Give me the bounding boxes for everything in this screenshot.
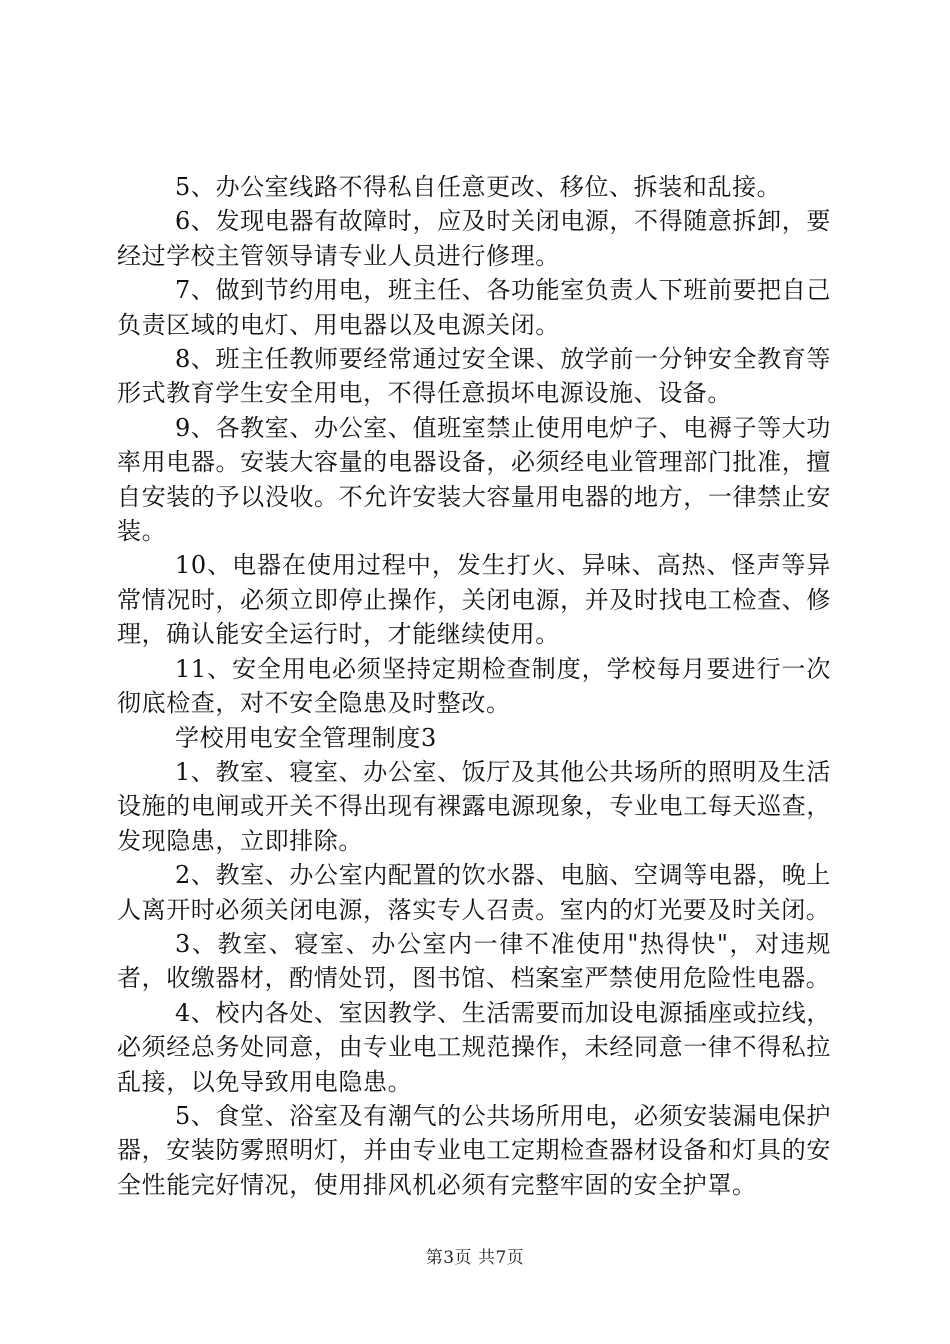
document-body [117, 170, 831, 1202]
paragraph-rule-6-faults: 6、发现电器有故障时，应及时关闭电源，不得随意拆卸，要经过学校主管领导请专业人员进行修理。 [117, 207, 831, 270]
paragraph-section3-rule-5: 5、食堂、浴室及有潮气的公共场所用电，必须安装漏电保护器，安装防雾照明灯，并由专业电工定期检查器材设备和灯具的安全性能完好情况，使用排风机必须有完整牢固的安全护罩。 [117, 1101, 831, 1199]
paragraph-rule-7-saving-power: 7、做到节约用电，班主任、各功能室负责人下班前要把自己负责区域的电灯、用电器以及电源关闭。 [117, 276, 831, 339]
paragraph-rule-8-education: 8、班主任教师要经常通过安全课、放学前一分钟安全教育等形式教育学生安全用电，不得任意损坏电源设施、设备。 [117, 345, 831, 408]
paragraph-section3-rule-1: 1、教室、寝室、办公室、饭厅及其他公共场所的照明及生活设施的电闸或开关不得出现有裸露电源现象，专业电工每天巡查，发现隐患，立即排除。 [117, 757, 831, 855]
paragraph-rule-11-inspection: 11、安全用电必须坚持定期检查制度，学校每月要进行一次彻底检查，对不安全隐患及时整改。 [117, 654, 831, 718]
page-number-footer: 第3页 共7页 [425, 1248, 525, 1268]
paragraph-rule-5-office-wiring: 5、办公室线路不得私自任意更改、移位、拆装和乱接。 [175, 173, 782, 201]
paragraph-section3-rule-2: 2、教室、办公室内配置的饮水器、电脑、空调等电器，晚上人离开时必须关闭电源，落实专人召责。室内的灯光要及时关闭。 [117, 861, 831, 924]
paragraph-rule-9-high-power: 9、各教室、办公室、值班室禁止使用电炉子、电褥子等大功率用电器。安装大容量的电器设备，必须经电业管理部门批准，擅自安装的予以没收。不允许安装大容量用电器的地方，一律禁止安装。 [117, 413, 831, 546]
section-heading: 学校用电安全管理制度3 [175, 723, 437, 752]
paragraph-section3-rule-3: 3、教室、寝室、办公室内一律不准使用"热得快"，对违规者，收缴器材，酌情处罚，图书馆、档案室严禁使用危险性电器。 [117, 929, 831, 993]
paragraph-section3-rule-4: 4、校内各处、室因教学、生活需要而加设电源插座或拉线，必须经总务处同意，由专业电工规范操作，未经同意一律不得私拉乱接，以免导致用电隐患。 [117, 998, 831, 1096]
paragraph-rule-10-abnormal: 10、电器在使用过程中，发生打火、异味、高热、怪声等异常情况时，必须立即停止操作，关闭电源，并及时找电工检查、修理，确认能安全运行时，才能继续使用。 [117, 551, 831, 649]
